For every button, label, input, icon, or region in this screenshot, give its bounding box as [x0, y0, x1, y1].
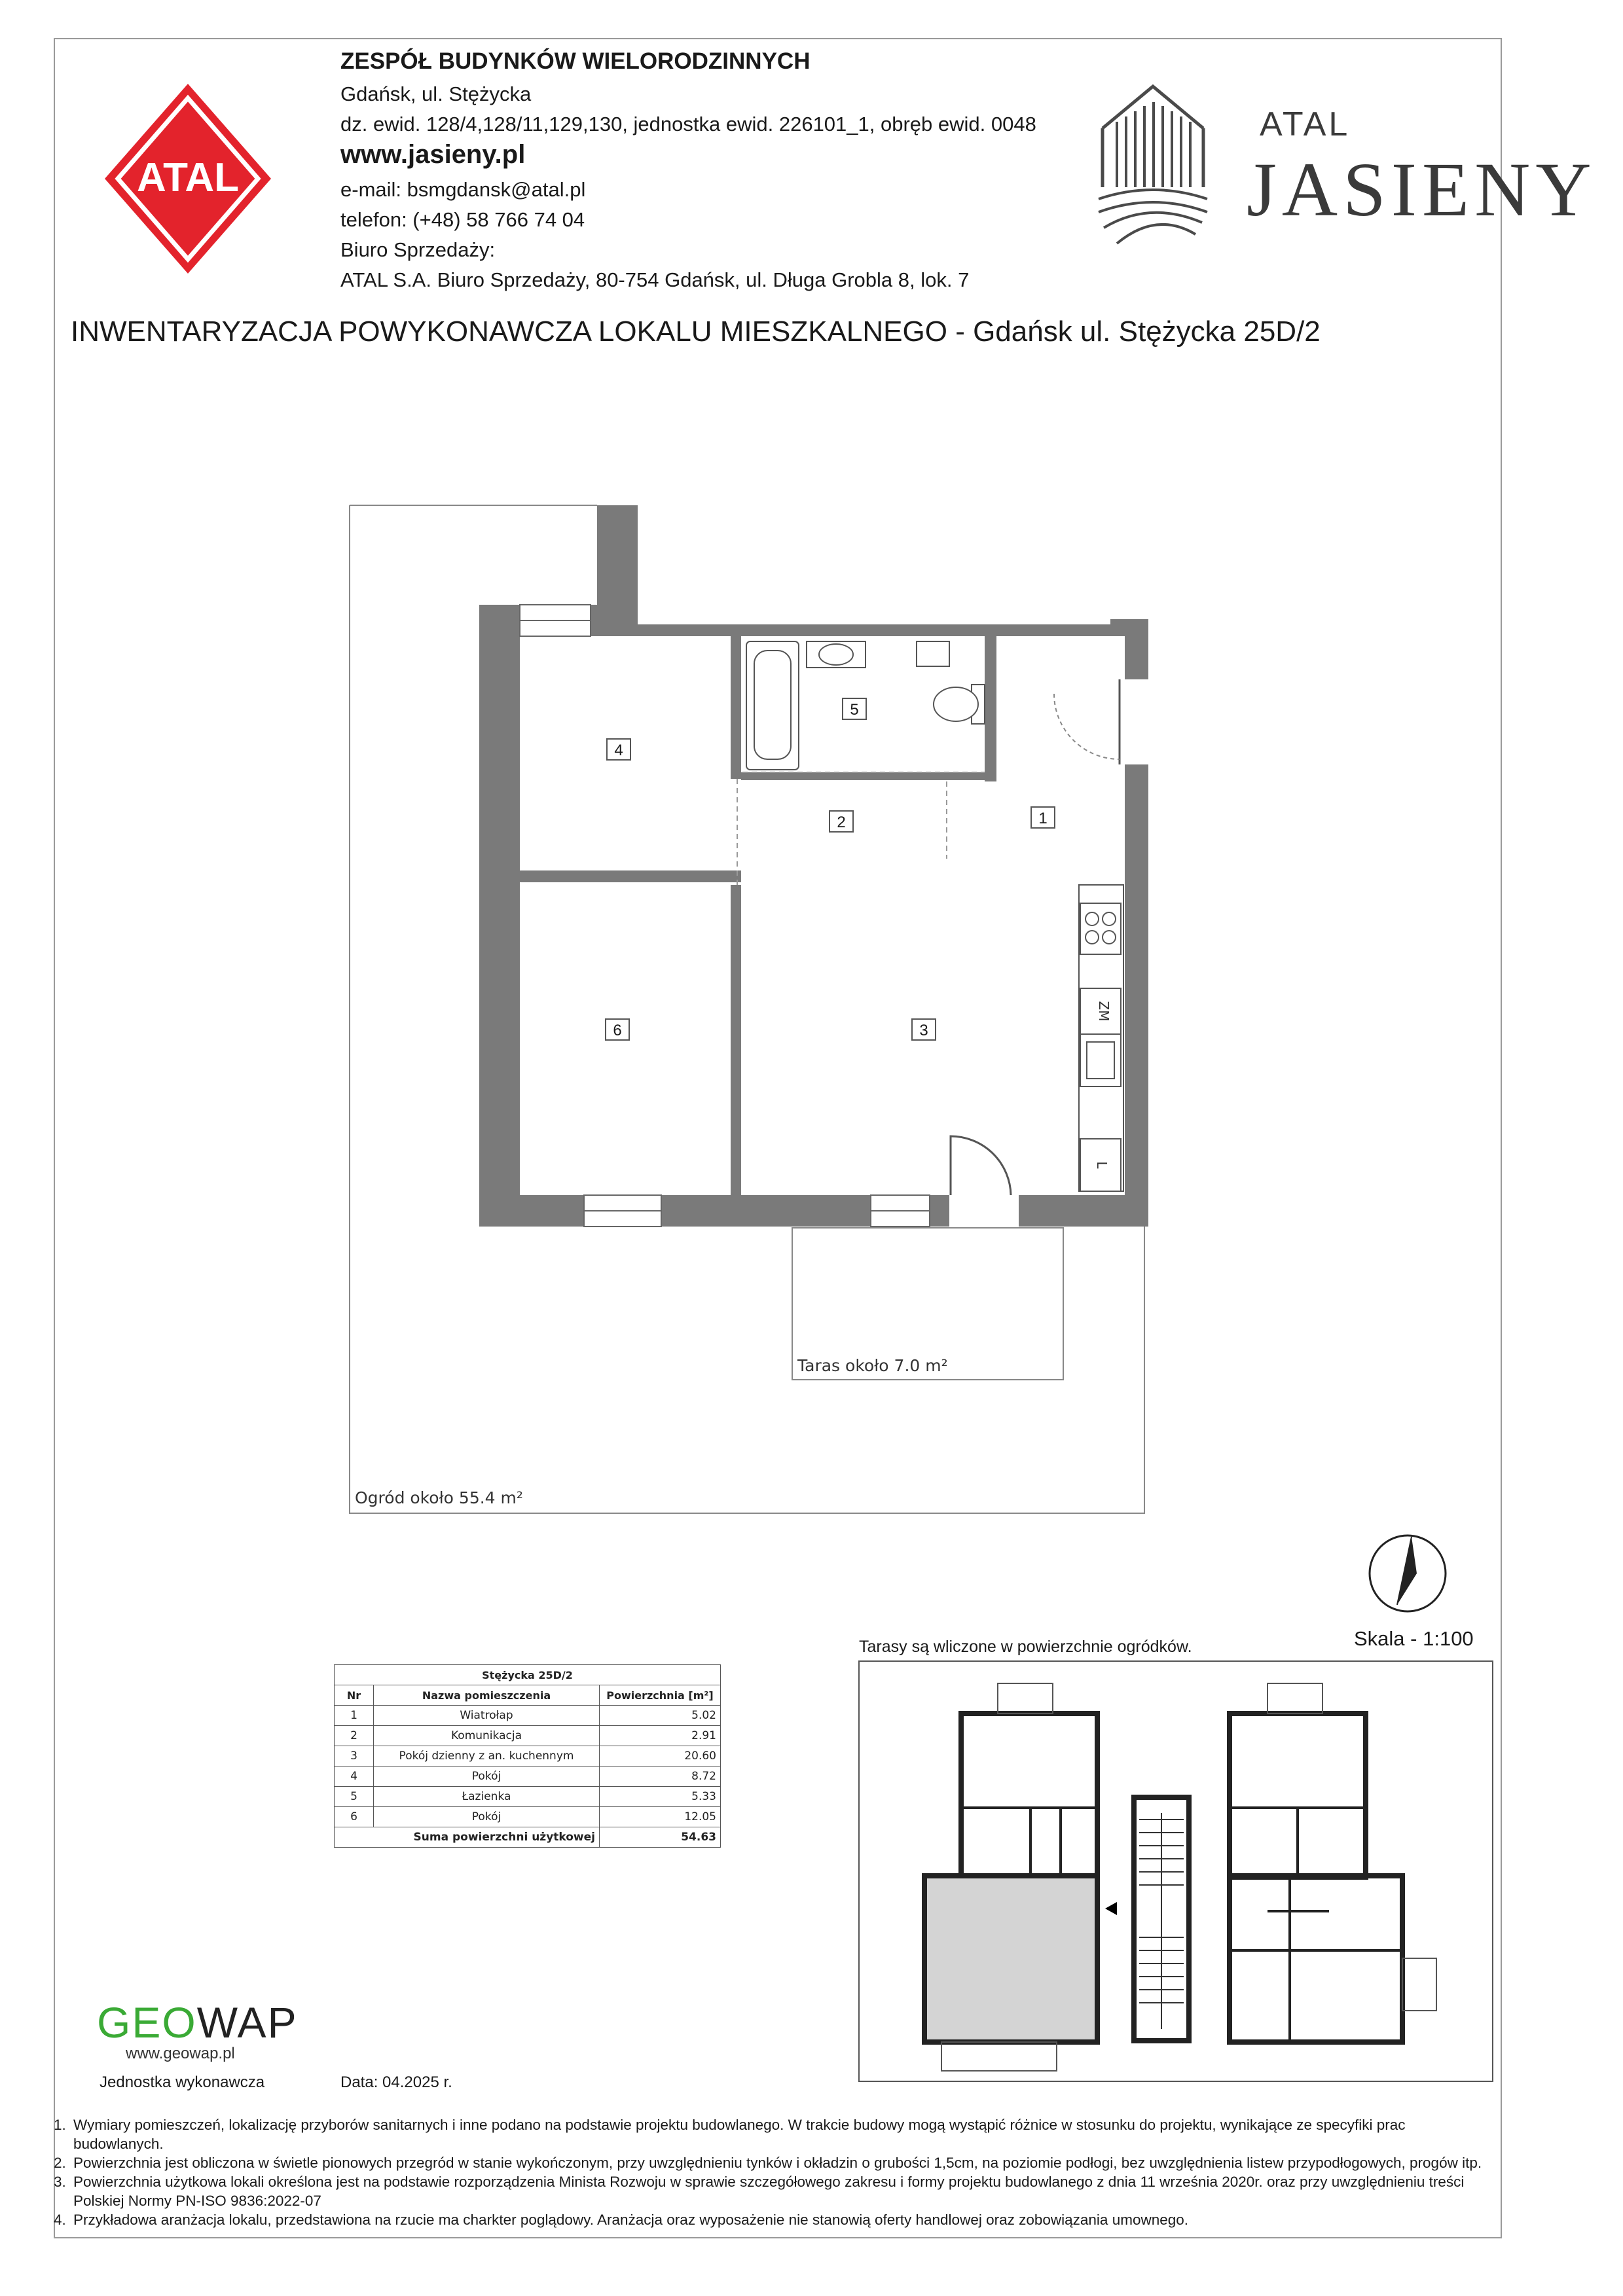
cell-nr: 5: [335, 1787, 374, 1807]
footnote: [54, 2153, 1494, 2172]
cell-nr: 4: [335, 1767, 374, 1787]
atal-logo: [105, 84, 272, 274]
scale-label: Skala - 1:100: [1354, 1627, 1474, 1650]
cell-area: 2.91: [600, 1726, 721, 1746]
table-row: [335, 1726, 721, 1746]
cell-name: Pokój dzienny z an. kuchennym: [374, 1746, 600, 1767]
footnote-number: 3.: [54, 2174, 66, 2190]
cell-name: Pokój: [374, 1807, 600, 1827]
email-link[interactable]: e-mail: bsmgdansk@atal.pl: [340, 178, 586, 201]
key-plan-entrance-arrow: [1105, 1902, 1117, 1915]
footnote: [54, 2172, 1494, 2210]
cell-area: 20.60: [600, 1746, 721, 1767]
cell-name: Komunikacja: [374, 1726, 600, 1746]
document-title: INWENTARYZACJA POWYKONAWCZA LOKALU MIESZKALNEGO - Gdańsk ul. Stężycka 25D/2: [71, 315, 1321, 348]
room-tag-6: 6: [605, 1018, 630, 1041]
cell-area: 5.33: [600, 1787, 721, 1807]
room-tag-1: 1: [1030, 806, 1055, 829]
geowap-logo-geo: GEO: [97, 1998, 197, 2047]
plot-numbers: dz. ewid. 128/4,128/11,129,130, jednostka ewid. 226101_1, obręb ewid. 0048: [340, 113, 1036, 135]
sales-office: ATAL S.A. Biuro Sprzedaży, 80-754 Gdańsk, ul. Długa Grobla 8, lok. 7: [340, 268, 970, 291]
floor-plan: [340, 497, 1172, 1518]
complex-name: ZESPÓŁ BUDYNKÓW WIELORODZINNYCH: [340, 48, 811, 74]
terrace-label: Taras około 7.0 m²: [797, 1356, 948, 1375]
cell-nr: 1: [335, 1706, 374, 1726]
north-arrow-icon: [1368, 1534, 1447, 1613]
atal-logo-text: ATAL: [136, 155, 240, 200]
geowap-url[interactable]: www.geowap.pl: [126, 2045, 235, 2062]
footnote-text: Powierzchnia użytkowa lokali określona jest na podstawie rozporządzenia Minista Rozwoju w sprawie szczegółowego zakresu i formy projektu budowlanego z dnia 11 września 2020r. oraz przy uwzględnieniu treści Polskiej Normy PN-ISO 9836:2022-07: [73, 2174, 1465, 2209]
room-table: [334, 1664, 721, 1848]
phone: telefon: (+48) 58 766 74 04: [340, 208, 585, 231]
room-tag-5: 5: [842, 698, 867, 720]
header-area: Powierzchnia [m²]: [600, 1685, 721, 1706]
footnote-text: Przykładowa aranżacja lokalu, przedstawiona na rzucie ma charkter poglądowy. Aranżacja oraz wyposażenie nie stanowią oferty handlowej oraz zobowiązania umownego.: [73, 2212, 1189, 2228]
cell-nr: 6: [335, 1807, 374, 1827]
table-caption: Stężycka 25D/2: [335, 1665, 721, 1685]
key-plan-highlight: [927, 1878, 1095, 2039]
room-tag-3: 3: [911, 1018, 936, 1041]
footnote: [54, 2115, 1494, 2153]
room-tag-4: 4: [606, 738, 631, 761]
geowap-logo: [97, 1998, 298, 2047]
table-row: [335, 1787, 721, 1807]
fridge-label: L: [1094, 1161, 1110, 1169]
address: Gdańsk, ul. Stężycka: [340, 82, 532, 105]
sum-value: 54.63: [600, 1827, 721, 1848]
table-row: [335, 1706, 721, 1726]
cell-name: Pokój: [374, 1767, 600, 1787]
date-label: Data: 04.2025 r.: [340, 2073, 452, 2091]
footnote-number: 4.: [54, 2212, 66, 2228]
cell-area: 5.02: [600, 1706, 721, 1726]
footnotes: [54, 2115, 1494, 2229]
kitchen-fixtures: [1079, 885, 1123, 1191]
jasieny-logo-mark: [1097, 82, 1209, 249]
cell-area: 12.05: [600, 1807, 721, 1827]
mini-plan-caption: Tarasy są wliczone w powierzchnie ogródków.: [859, 1638, 1192, 1656]
sales-label: Biuro Sprzedaży:: [340, 238, 496, 261]
footnote-number: 1.: [54, 2117, 66, 2133]
jasieny-title: JASIENY: [1247, 147, 1597, 232]
key-plan: [858, 1660, 1494, 2085]
footnote-text: Wymiary pomieszczeń, lokalizację przyborów sanitarnych i inne podano na podstawie projektu budowlanego. W trakcie budowy mogą wystąpić różnice w stosunku do projektu, wynikające ze specyfiki prac budowlanych.: [73, 2117, 1406, 2152]
cell-area: 8.72: [600, 1767, 721, 1787]
sum-label: Suma powierzchni użytkowej: [335, 1827, 600, 1848]
header-nr: Nr: [335, 1685, 374, 1706]
washer-label: ZM: [1096, 1001, 1112, 1022]
cell-name: Łazienka: [374, 1787, 600, 1807]
garden-label: Ogród około 55.4 m²: [355, 1488, 523, 1507]
footnote-number: 2.: [54, 2155, 66, 2171]
table-row: [335, 1767, 721, 1787]
header-name: Nazwa pomieszczenia: [374, 1685, 600, 1706]
cell-name: Wiatrołap: [374, 1706, 600, 1726]
table-row: [335, 1807, 721, 1827]
table-row: [335, 1746, 721, 1767]
footnote: [54, 2210, 1494, 2229]
website-link[interactable]: www.jasieny.pl: [340, 140, 526, 169]
geowap-logo-wap: WAP: [196, 1998, 298, 2047]
footnote-text: Powierzchnia jest obliczona w świetle pionowych przegród w stanie wykończonym, przy uwzględnieniu tynków i okładzin o grubości 1,5cm, na poziomie podłogi, bez uwzględnienia listew przypodłogowych, progów itp.: [73, 2155, 1482, 2171]
executing-unit-label: Jednostka wykonawcza: [100, 2073, 265, 2091]
room-tag-2: 2: [829, 810, 854, 833]
jasieny-atal-text: ATAL: [1260, 105, 1351, 143]
cell-nr: 2: [335, 1726, 374, 1746]
cell-nr: 3: [335, 1746, 374, 1767]
